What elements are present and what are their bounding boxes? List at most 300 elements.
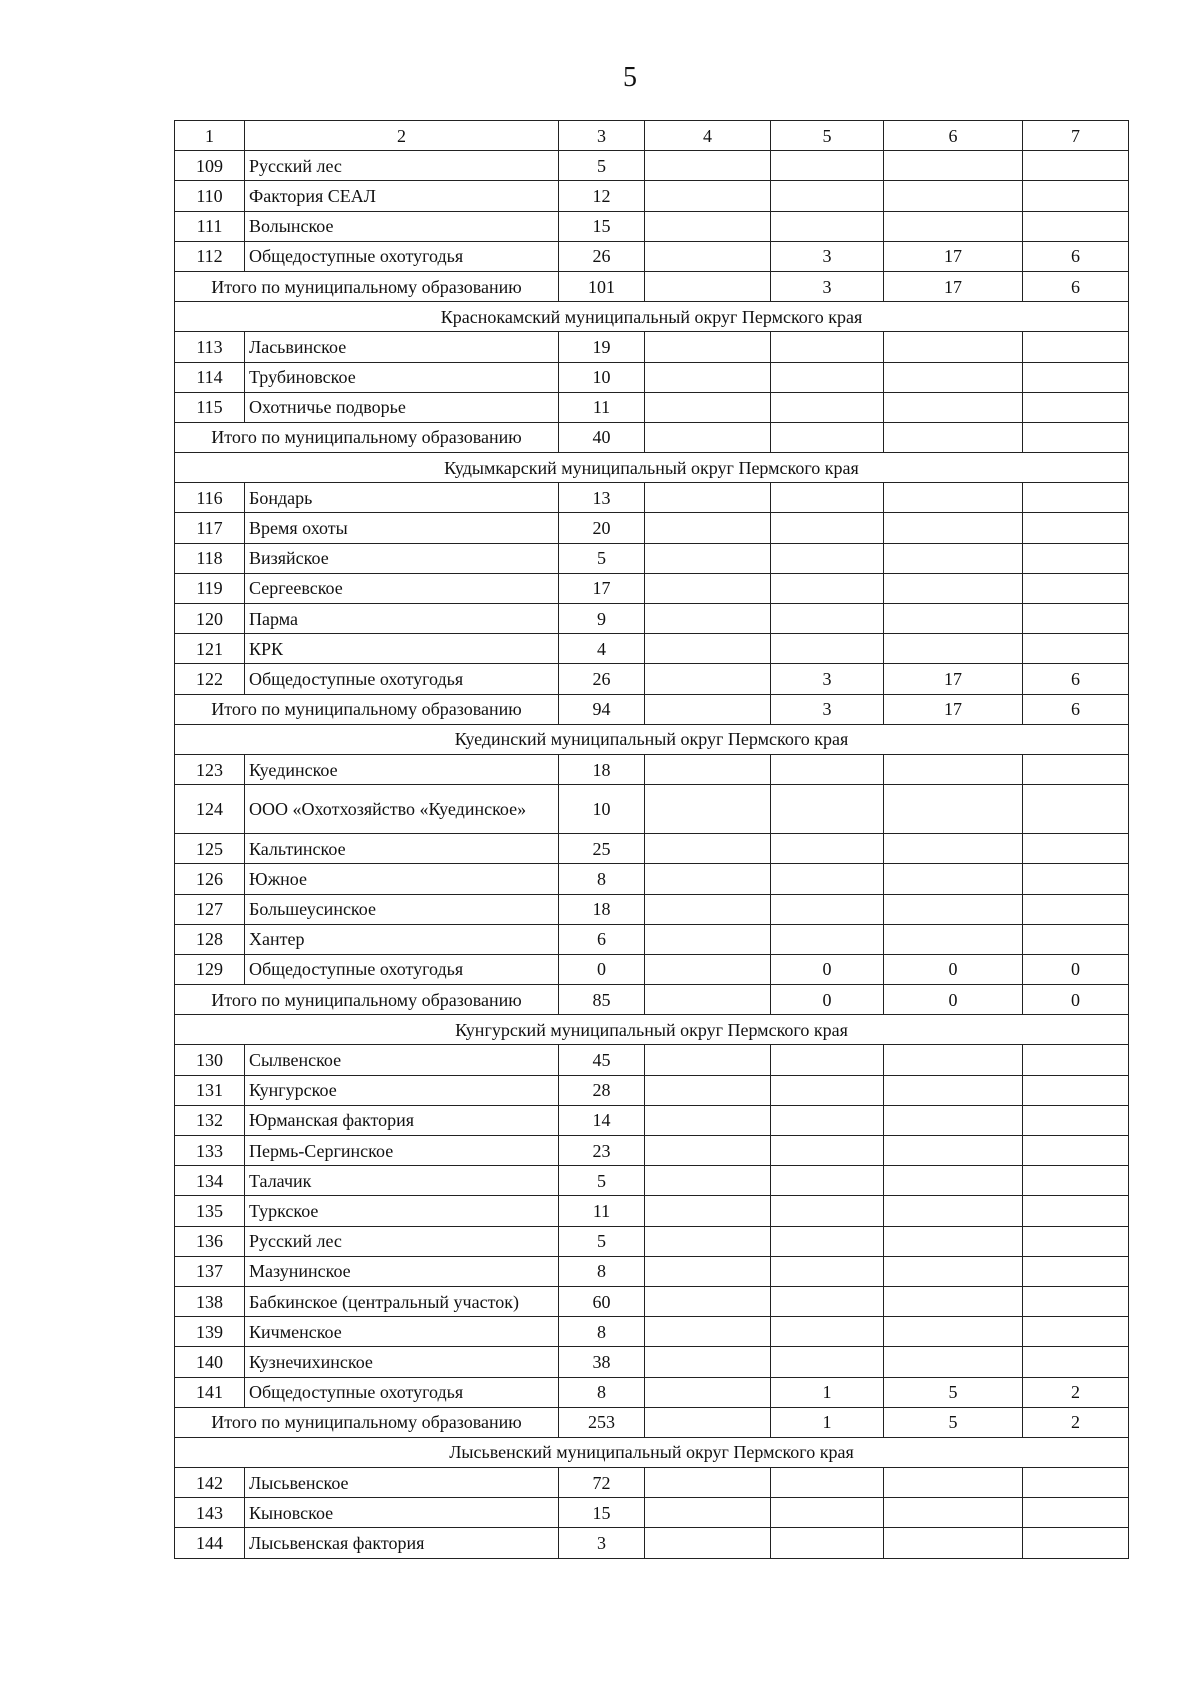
table-cell [1023,392,1129,422]
column-header: 5 [771,121,884,151]
table-cell [645,1196,771,1226]
table-cell: 0 [1023,954,1129,984]
table-row [175,241,1129,271]
table-cell: 11 [559,1196,645,1226]
table-cell [645,1136,771,1166]
table-cell [1023,924,1129,954]
table-cell [771,604,884,634]
table-cell [645,954,771,984]
hunting-ground-name: Пермь-Сергинское [245,1136,559,1166]
table-cell [771,864,884,894]
table-cell [771,1105,884,1135]
table-cell: 26 [559,241,645,271]
table-cell [771,1256,884,1286]
table-cell [1023,1196,1129,1226]
table-cell: 17 [884,664,1023,694]
table-cell [884,1045,1023,1075]
table-cell [1023,362,1129,392]
table-cell [1023,1286,1129,1316]
table-row [175,1528,1129,1558]
table-cell [771,1468,884,1498]
row-number: 116 [175,483,245,513]
hunting-ground-name: Кыновское [245,1498,559,1528]
table-cell [884,362,1023,392]
table-row [175,754,1129,784]
hunting-ground-name: Волынское [245,211,559,241]
table-cell [884,1256,1023,1286]
table-cell [884,211,1023,241]
table-cell [884,1498,1023,1528]
table-cell [884,1166,1023,1196]
row-number: 138 [175,1286,245,1316]
table-cell: 1 [771,1377,884,1407]
hunting-ground-name: Ласьвинское [245,332,559,362]
table-cell [884,604,1023,634]
row-number: 114 [175,362,245,392]
table-cell: 5 [884,1407,1023,1437]
table-cell [884,1136,1023,1166]
table-cell [1023,634,1129,664]
table-row [175,392,1129,422]
table-cell [1023,1166,1129,1196]
total-row [175,985,1129,1015]
row-number: 118 [175,543,245,573]
row-number: 141 [175,1377,245,1407]
section-heading-row [175,453,1129,483]
table-cell: 2 [1023,1407,1129,1437]
table-cell [645,422,771,452]
table-cell: 0 [884,954,1023,984]
table-cell [1023,513,1129,543]
table-cell [645,834,771,864]
table-cell [645,1377,771,1407]
table-row [175,513,1129,543]
table-cell [1023,864,1129,894]
table-cell [645,985,771,1015]
total-label: Итого по муниципальному образованию [175,1407,559,1437]
table-cell: 10 [559,785,645,834]
table-cell [645,664,771,694]
hunting-ground-name: КРК [245,634,559,664]
table-cell: 101 [559,271,645,301]
table-cell [645,1166,771,1196]
table-cell: 18 [559,754,645,784]
table-cell [771,513,884,543]
table-cell: 94 [559,694,645,724]
hunting-ground-name: Большеусинское [245,894,559,924]
row-number: 142 [175,1468,245,1498]
table-cell [771,543,884,573]
table-cell [1023,1528,1129,1558]
hunting-ground-name: ООО «Охотхозяйство «Куединское» [245,785,559,834]
row-number: 121 [175,634,245,664]
hunting-ground-name: Бондарь [245,483,559,513]
table-row [175,1136,1129,1166]
table-row [175,1286,1129,1316]
column-header: 6 [884,121,1023,151]
table-cell [771,573,884,603]
table-cell [645,1075,771,1105]
table-cell [1023,543,1129,573]
table-cell: 6 [559,924,645,954]
row-number: 131 [175,1075,245,1105]
table-cell [771,1347,884,1377]
row-number: 119 [175,573,245,603]
table-cell: 40 [559,422,645,452]
hunting-ground-name: Общедоступные охотугодья [245,664,559,694]
table-cell: 9 [559,604,645,634]
table-cell [645,483,771,513]
section-heading-row [175,302,1129,332]
row-number: 125 [175,834,245,864]
table-cell [1023,181,1129,211]
table-cell: 3 [771,694,884,724]
table-row [175,1045,1129,1075]
table-cell [771,834,884,864]
row-number: 132 [175,1105,245,1135]
hunting-ground-name: Общедоступные охотугодья [245,241,559,271]
table-cell [645,1105,771,1135]
table-cell [645,513,771,543]
total-label: Итого по муниципальному образованию [175,985,559,1015]
table-cell [645,924,771,954]
table-cell [1023,1105,1129,1135]
table-cell [771,362,884,392]
table-cell [884,1528,1023,1558]
table-row [175,954,1129,984]
table-cell [645,1407,771,1437]
total-row [175,422,1129,452]
column-header: 4 [645,121,771,151]
table-row [175,604,1129,634]
table-cell: 60 [559,1286,645,1316]
table-cell [884,864,1023,894]
table-cell [1023,211,1129,241]
row-number: 128 [175,924,245,954]
table-cell [1023,332,1129,362]
total-label: Итого по муниципальному образованию [175,271,559,301]
hunting-ground-name: Лысьвенская фактория [245,1528,559,1558]
table-cell [771,151,884,181]
table-row [175,1196,1129,1226]
hunting-ground-name: Бабкинское (центральный участок) [245,1286,559,1316]
table-row [175,924,1129,954]
table-row [175,894,1129,924]
table-cell [1023,422,1129,452]
table-row [175,211,1129,241]
table-cell [884,1075,1023,1105]
table-row [175,1105,1129,1135]
row-number: 110 [175,181,245,211]
table-cell [1023,894,1129,924]
page-number: 5 [623,62,637,93]
table-cell [645,181,771,211]
table-cell [645,211,771,241]
hunting-ground-name: Талачик [245,1166,559,1196]
row-number: 133 [175,1136,245,1166]
hunting-ground-name: Куединское [245,754,559,784]
table-cell: 4 [559,634,645,664]
row-number: 144 [175,1528,245,1558]
table-cell [884,785,1023,834]
table-cell [884,181,1023,211]
row-number: 123 [175,754,245,784]
table-cell [645,1045,771,1075]
hunting-ground-name: Визяйское [245,543,559,573]
table-cell [1023,151,1129,181]
table-cell [645,362,771,392]
table-cell: 45 [559,1045,645,1075]
hunting-ground-name: Парма [245,604,559,634]
hunting-ground-name: Охотничье подворье [245,392,559,422]
table-cell [771,332,884,362]
table-cell [771,422,884,452]
table-cell [645,694,771,724]
table-cell: 11 [559,392,645,422]
table-cell [645,151,771,181]
total-row [175,694,1129,724]
row-number: 137 [175,1256,245,1286]
table-cell [645,241,771,271]
table-cell: 6 [1023,241,1129,271]
row-number: 135 [175,1196,245,1226]
table-cell [884,1347,1023,1377]
table-row [175,834,1129,864]
row-number: 126 [175,864,245,894]
table-cell [771,1226,884,1256]
table-cell [771,1075,884,1105]
section-heading: Кудымкарский муниципальный округ Пермского края [175,453,1129,483]
hunting-ground-name: Фактория СЕАЛ [245,181,559,211]
table-cell [884,1226,1023,1256]
table-row [175,1075,1129,1105]
table-cell: 10 [559,362,645,392]
hunting-ground-name: Туркское [245,1196,559,1226]
table-cell [1023,1256,1129,1286]
table-cell [771,754,884,784]
total-row [175,1407,1129,1437]
table-cell [645,543,771,573]
table-cell: 26 [559,664,645,694]
table-cell [884,513,1023,543]
table-cell [771,1498,884,1528]
table-cell: 0 [559,954,645,984]
hunting-ground-name: Общедоступные охотугодья [245,954,559,984]
table-cell [771,924,884,954]
hunting-ground-name: Трубиновское [245,362,559,392]
table-cell: 17 [884,241,1023,271]
table-cell [645,1226,771,1256]
table-cell [771,785,884,834]
table-cell [1023,834,1129,864]
table-cell: 18 [559,894,645,924]
table-row [175,664,1129,694]
table-cell: 3 [771,241,884,271]
table-cell [771,894,884,924]
table-body [175,121,1129,1559]
table-cell: 19 [559,332,645,362]
total-label: Итого по муниципальному образованию [175,422,559,452]
table-cell [884,924,1023,954]
row-number: 139 [175,1317,245,1347]
table-cell [645,785,771,834]
table-cell: 6 [1023,271,1129,301]
table-cell [1023,483,1129,513]
table-cell: 23 [559,1136,645,1166]
table-cell: 8 [559,1317,645,1347]
table-cell [884,392,1023,422]
table-cell [771,1196,884,1226]
table-cell: 2 [1023,1377,1129,1407]
table-cell: 12 [559,181,645,211]
hunting-ground-name: Хантер [245,924,559,954]
table-cell [1023,1347,1129,1377]
table-row [175,543,1129,573]
table-cell: 13 [559,483,645,513]
table-cell: 0 [771,985,884,1015]
table-cell [771,483,884,513]
row-number: 120 [175,604,245,634]
table-row [175,864,1129,894]
table-cell [884,543,1023,573]
row-number: 112 [175,241,245,271]
row-number: 113 [175,332,245,362]
table-cell: 28 [559,1075,645,1105]
table-row [175,151,1129,181]
table-cell: 5 [559,151,645,181]
table-cell: 253 [559,1407,645,1437]
hunting-ground-name: Время охоты [245,513,559,543]
table-cell: 20 [559,513,645,543]
table-cell [645,332,771,362]
row-number: 109 [175,151,245,181]
section-heading: Лысьвенский муниципальный округ Пермского края [175,1437,1129,1467]
hunting-ground-name: Общедоступные охотугодья [245,1377,559,1407]
hunting-ground-name: Мазунинское [245,1256,559,1286]
table-cell: 0 [771,954,884,984]
row-number: 122 [175,664,245,694]
table-cell [645,1256,771,1286]
table-cell: 0 [1023,985,1129,1015]
table-cell [884,483,1023,513]
table-cell [884,1468,1023,1498]
table-cell [884,332,1023,362]
hunting-ground-name: Русский лес [245,1226,559,1256]
row-number: 130 [175,1045,245,1075]
table-cell [1023,1226,1129,1256]
total-row [175,271,1129,301]
section-heading-row [175,1015,1129,1045]
table-cell [645,754,771,784]
row-number: 129 [175,954,245,984]
table-cell [771,1045,884,1075]
table-cell [884,1105,1023,1135]
table-cell [645,392,771,422]
row-number: 111 [175,211,245,241]
table-cell: 8 [559,1256,645,1286]
table-cell [645,1317,771,1347]
table-row [175,1256,1129,1286]
table-cell: 38 [559,1347,645,1377]
table-cell [771,1166,884,1196]
table-cell [645,1498,771,1528]
column-header: 3 [559,121,645,151]
hunting-ground-name: Южное [245,864,559,894]
hunting-ground-name: Сылвенское [245,1045,559,1075]
column-header: 7 [1023,121,1129,151]
column-header: 1 [175,121,245,151]
table-cell [645,271,771,301]
table-cell [771,181,884,211]
table-cell: 25 [559,834,645,864]
row-number: 124 [175,785,245,834]
table-cell [1023,604,1129,634]
table-cell [771,392,884,422]
hunting-ground-name: Сергеевское [245,573,559,603]
table-row [175,1166,1129,1196]
row-number: 115 [175,392,245,422]
table-cell: 72 [559,1468,645,1498]
table-cell: 1 [771,1407,884,1437]
section-heading: Кунгурский муниципальный округ Пермского края [175,1015,1129,1045]
table-row [175,1226,1129,1256]
row-number: 117 [175,513,245,543]
table-cell: 0 [884,985,1023,1015]
table-cell [1023,1468,1129,1498]
table-row [175,332,1129,362]
table-cell: 3 [771,271,884,301]
table-cell: 15 [559,211,645,241]
table-cell [884,1286,1023,1316]
table-cell [1023,1498,1129,1528]
table-cell: 15 [559,1498,645,1528]
table-cell [1023,1045,1129,1075]
hunting-ground-name: Кичменское [245,1317,559,1347]
table-cell: 17 [884,694,1023,724]
table-cell [645,1528,771,1558]
table-row [175,1347,1129,1377]
table-cell [771,634,884,664]
hunting-ground-name: Кальтинское [245,834,559,864]
table-cell [771,1286,884,1316]
table-cell: 6 [1023,664,1129,694]
table-cell [645,1347,771,1377]
table-cell [645,634,771,664]
row-number: 140 [175,1347,245,1377]
table-cell [884,634,1023,664]
table-cell: 17 [884,271,1023,301]
section-heading-row [175,724,1129,754]
table-row [175,1317,1129,1347]
table-cell [645,894,771,924]
table-cell [884,1317,1023,1347]
table-cell: 8 [559,864,645,894]
table-cell: 5 [559,1226,645,1256]
table-cell [1023,1317,1129,1347]
table-cell [884,422,1023,452]
hunting-ground-name: Юрманская фактория [245,1105,559,1135]
table-cell: 14 [559,1105,645,1135]
table-cell [1023,754,1129,784]
table-row [175,573,1129,603]
table-row [175,181,1129,211]
table-cell: 5 [884,1377,1023,1407]
table-row [175,483,1129,513]
table-cell: 3 [559,1528,645,1558]
table-cell [884,754,1023,784]
row-number: 143 [175,1498,245,1528]
table-cell [1023,1075,1129,1105]
